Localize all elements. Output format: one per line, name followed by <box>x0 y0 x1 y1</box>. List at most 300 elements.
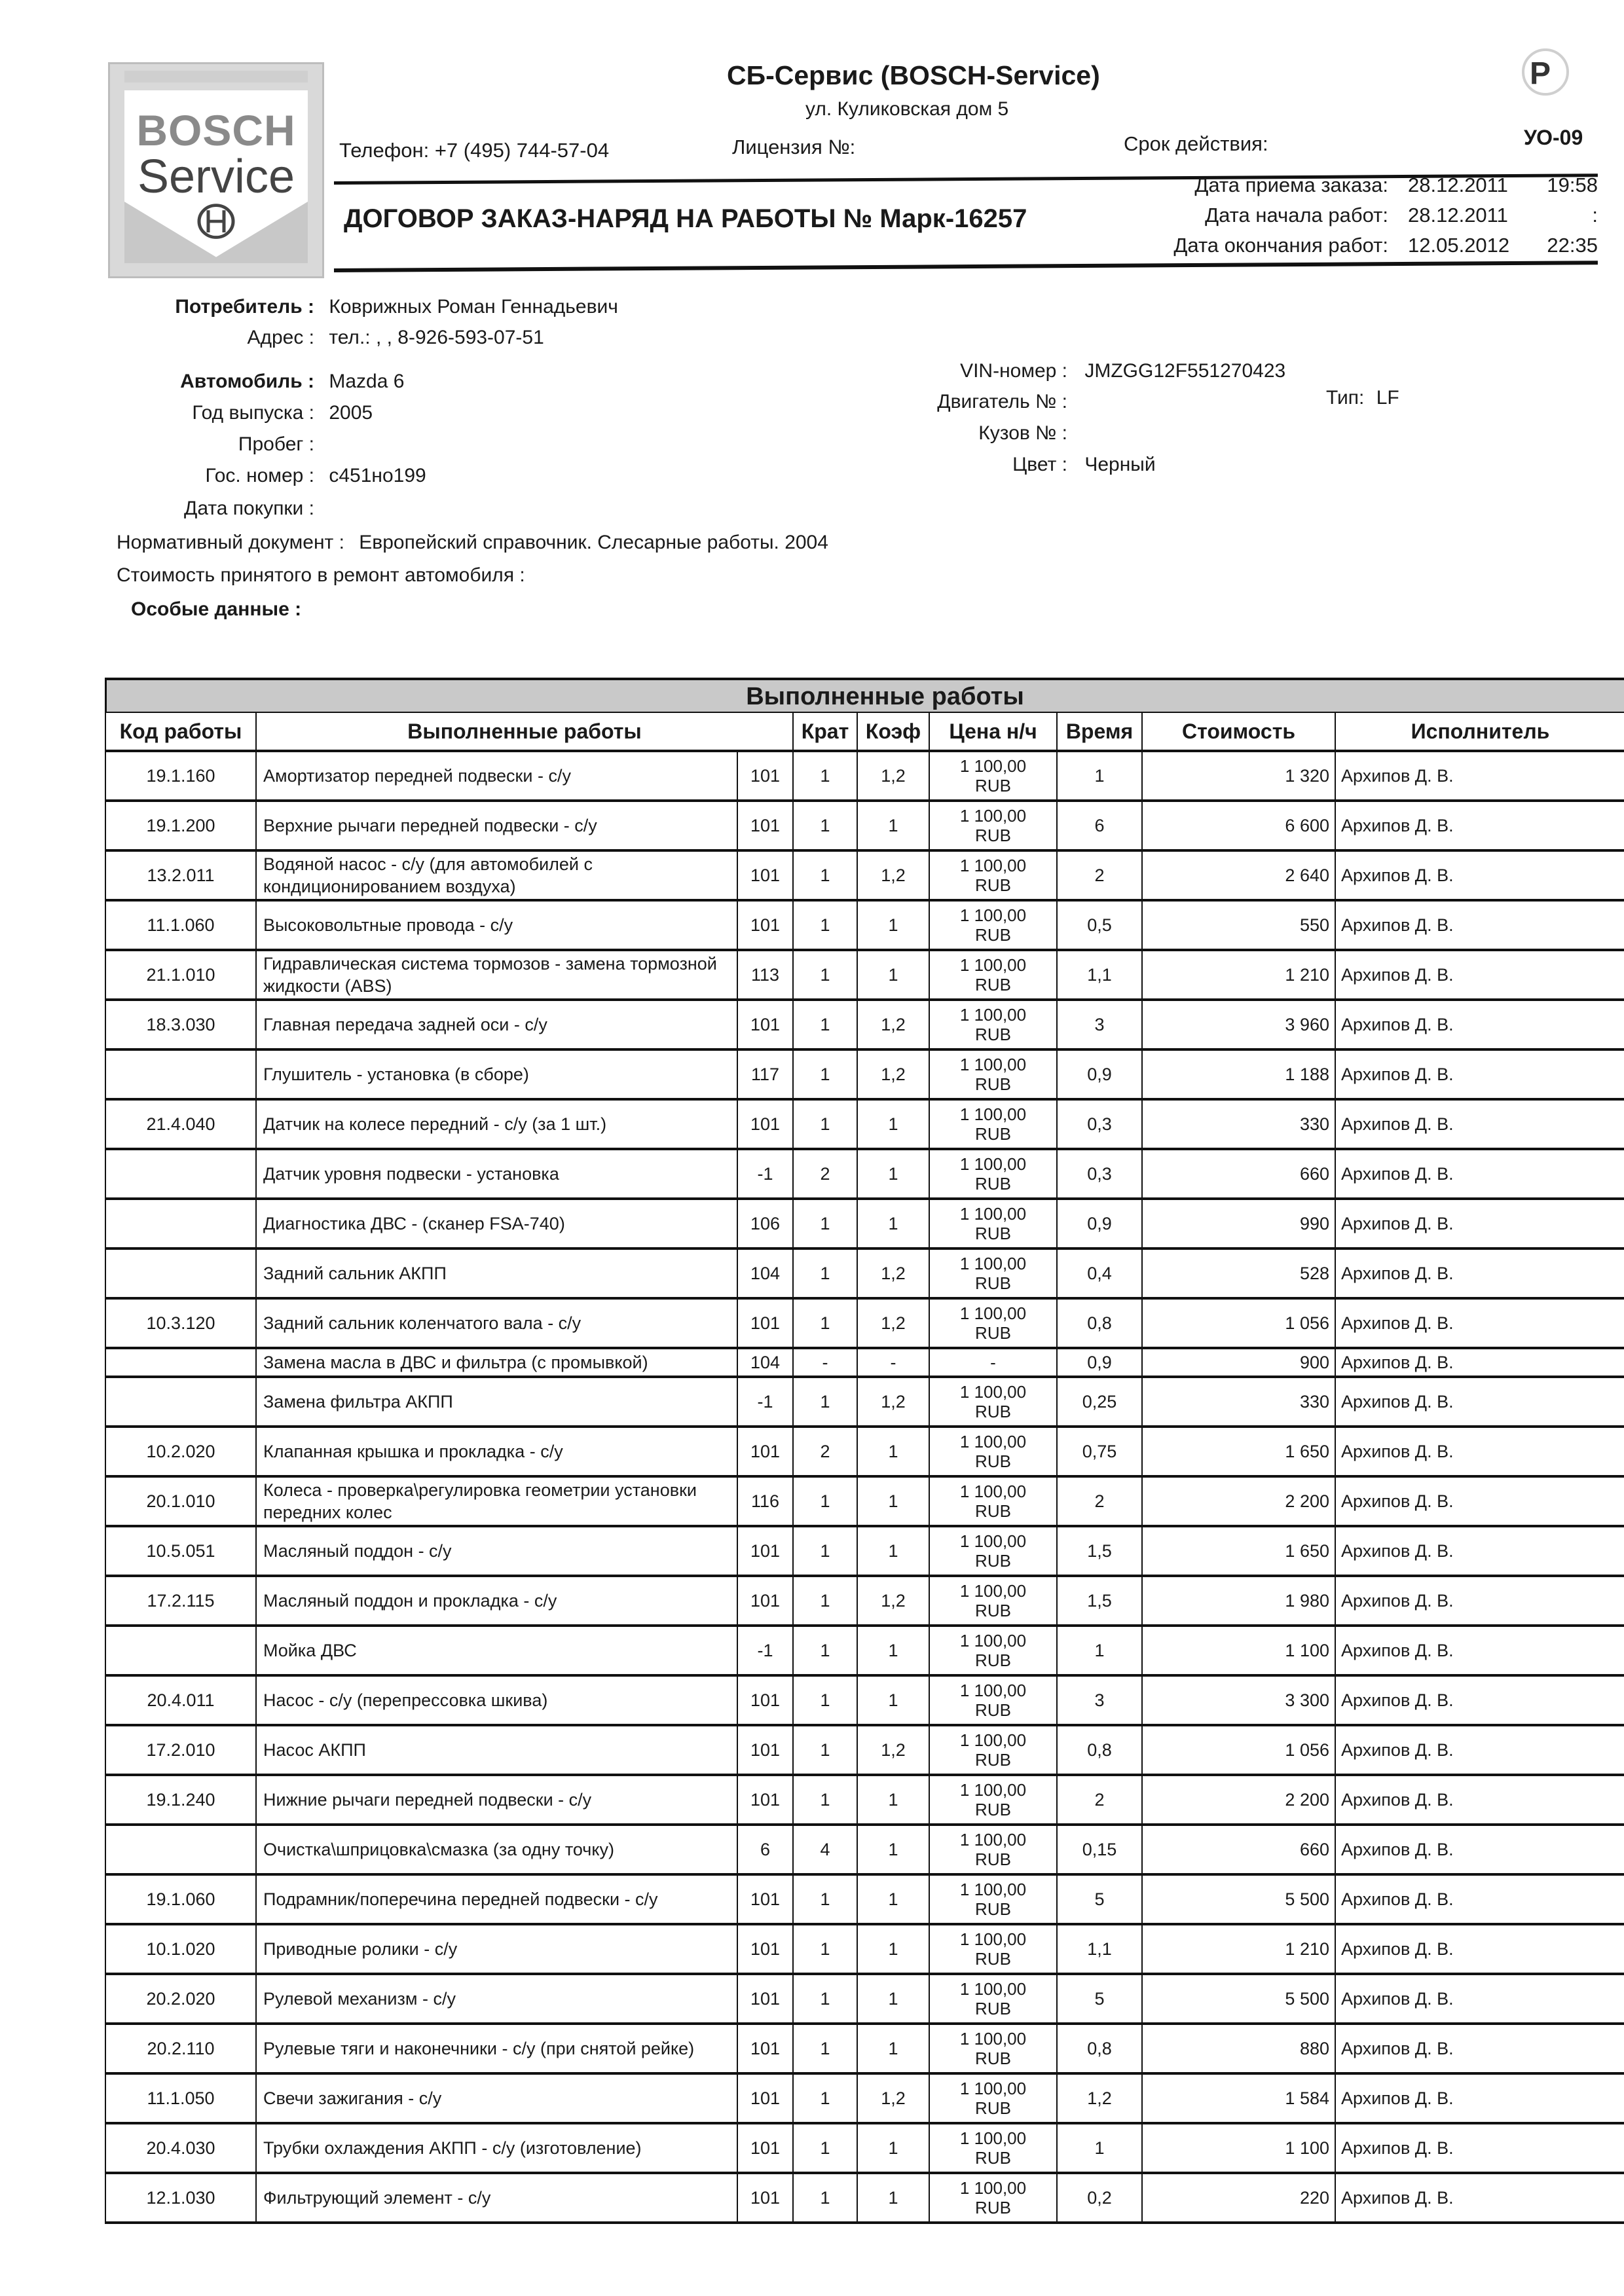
work-price <box>929 1476 1057 1526</box>
work-name: Замена масла в ДВС и фильтра (с промывкой) <box>256 1348 737 1377</box>
price-currency: RUB <box>975 925 1011 945</box>
work-code: 19.1.160 <box>105 751 256 801</box>
time-value: : <box>1592 204 1598 227</box>
work-price <box>929 1675 1057 1725</box>
work-krat: 1 <box>793 1874 857 1924</box>
table-row <box>105 1049 1624 1099</box>
work-name: Приводные ролики - с/у <box>256 1924 737 1974</box>
price-currency: RUB <box>975 1402 1011 1421</box>
vin-label: VIN-номер : <box>960 360 1067 382</box>
work-name: Очистка\шприцовка\смазка (за одну точку) <box>256 1825 737 1874</box>
table-row <box>105 751 1624 801</box>
col-header-executor: Исполнитель <box>1335 712 1624 751</box>
work-executor: Архипов Д. В. <box>1335 1476 1624 1526</box>
work-name: Трубки охлаждения АКПП - с/у (изготовление) <box>256 2123 737 2173</box>
price-currency: RUB <box>975 1224 1011 1243</box>
validity-label: Срок действия: <box>1124 132 1268 155</box>
price-amount: 1 100,00 <box>959 1681 1027 1700</box>
work-group: 101 <box>737 1099 793 1149</box>
work-name: Диагностика ДВС - (сканер FSA-740) <box>256 1199 737 1248</box>
work-cost: 1 584 <box>1142 2073 1335 2123</box>
date-value: 12.05.2012 <box>1408 234 1510 257</box>
work-cost: 6 600 <box>1142 801 1335 850</box>
work-koef: 1 <box>857 1775 929 1825</box>
work-price <box>929 801 1057 850</box>
work-price <box>929 2073 1057 2123</box>
work-time: 0,25 <box>1057 1377 1142 1427</box>
work-koef: 1 <box>857 1526 929 1576</box>
work-koef: 1 <box>857 950 929 1000</box>
work-code: 13.2.011 <box>105 850 256 900</box>
work-code: 10.3.120 <box>105 1298 256 1348</box>
table-row <box>105 1576 1624 1626</box>
price-currency: RUB <box>975 1273 1011 1293</box>
work-executor: Архипов Д. В. <box>1335 2173 1624 2223</box>
work-price <box>929 2123 1057 2173</box>
work-name: Верхние рычаги передней подвески - с/у <box>256 801 737 850</box>
work-group: 116 <box>737 1476 793 1526</box>
work-code: 21.4.040 <box>105 1099 256 1149</box>
work-time: 0,3 <box>1057 1099 1142 1149</box>
type-label: Тип: <box>1326 387 1365 409</box>
work-name: Задний сальник коленчатого вала - с/у <box>256 1298 737 1348</box>
col-header-krat: Крат <box>793 712 857 751</box>
work-code: 20.4.030 <box>105 2123 256 2173</box>
work-koef: 1 <box>857 1974 929 2024</box>
work-code <box>105 1825 256 1874</box>
cert-mark-letter: Р <box>1530 56 1551 91</box>
table-row <box>105 1427 1624 1476</box>
table-row <box>105 2024 1624 2073</box>
work-group: 101 <box>737 1874 793 1924</box>
table-row <box>105 1000 1624 1049</box>
work-koef: 1,2 <box>857 1248 929 1298</box>
table-row <box>105 1626 1624 1675</box>
work-krat: 1 <box>793 1626 857 1675</box>
engine-label: Двигатель № : <box>937 391 1067 412</box>
work-cost: 1 650 <box>1142 1526 1335 1576</box>
price-amount: - <box>990 1353 996 1372</box>
work-time: 0,5 <box>1057 900 1142 950</box>
work-name: Высоковольтные провода - с/у <box>256 900 737 950</box>
work-code: 10.1.020 <box>105 1924 256 1974</box>
work-code: 19.1.240 <box>105 1775 256 1825</box>
bosch-armature-icon <box>124 202 308 263</box>
type-row <box>1326 387 1399 409</box>
work-code: 18.3.030 <box>105 1000 256 1049</box>
table-row <box>105 950 1624 1000</box>
table-row <box>105 801 1624 850</box>
work-krat: 1 <box>793 1099 857 1149</box>
price-amount: 1 100,00 <box>959 856 1027 875</box>
table-row <box>105 1149 1624 1199</box>
table-row <box>105 850 1624 900</box>
work-executor: Архипов Д. В. <box>1335 850 1624 900</box>
date-row-received <box>1080 170 1598 200</box>
work-krat: 1 <box>793 751 857 801</box>
work-cost: 550 <box>1142 900 1335 950</box>
address-value: тел.: , , 8-926-593-07-51 <box>329 327 544 348</box>
work-code <box>105 1348 256 1377</box>
work-time: 0,9 <box>1057 1049 1142 1099</box>
work-code <box>105 1626 256 1675</box>
table-header-row <box>105 712 1624 751</box>
work-koef: 1 <box>857 1675 929 1725</box>
work-krat: 1 <box>793 850 857 900</box>
price-amount: 1 100,00 <box>959 1154 1027 1174</box>
vin-value: JMZGG12F551270423 <box>1084 360 1286 382</box>
work-koef: 1,2 <box>857 1000 929 1049</box>
work-price <box>929 1576 1057 1626</box>
work-cost: 1 210 <box>1142 1924 1335 1974</box>
work-time: 1,1 <box>1057 1924 1142 1974</box>
vin-row <box>871 360 1285 382</box>
work-executor: Архипов Д. В. <box>1335 950 1624 1000</box>
price-amount: 1 100,00 <box>959 2079 1027 2098</box>
work-code: 20.2.110 <box>105 2024 256 2073</box>
logo-bosch-text: BOSCH <box>136 106 296 155</box>
price-currency: RUB <box>975 1174 1011 1194</box>
work-cost: 1 056 <box>1142 1725 1335 1775</box>
norm-value: Европейский справочник. Слесарные работы. 2004 <box>359 532 828 553</box>
work-koef: 1 <box>857 2024 929 2073</box>
work-code: 10.5.051 <box>105 1526 256 1576</box>
work-price <box>929 1348 1057 1377</box>
work-cost: 1 980 <box>1142 1576 1335 1626</box>
address-label: Адрес : <box>247 327 314 348</box>
work-name: Масляный поддон - с/у <box>256 1526 737 1576</box>
work-executor: Архипов Д. В. <box>1335 1000 1624 1049</box>
price-currency: RUB <box>975 1800 1011 1819</box>
norm-row <box>117 532 828 554</box>
work-krat: 1 <box>793 950 857 1000</box>
work-executor: Архипов Д. В. <box>1335 1377 1624 1427</box>
work-krat: 1 <box>793 2073 857 2123</box>
work-name: Глушитель - установка (в сборе) <box>256 1049 737 1099</box>
price-currency: RUB <box>975 826 1011 845</box>
work-time: 6 <box>1057 801 1142 850</box>
table-row <box>105 1825 1624 1874</box>
works-table-section <box>105 678 1624 2224</box>
year-label: Год выпуска : <box>192 402 314 424</box>
work-executor: Архипов Д. В. <box>1335 1974 1624 2024</box>
work-group: 101 <box>737 1427 793 1476</box>
price-amount: 1 100,00 <box>959 1929 1027 1949</box>
work-krat: 1 <box>793 801 857 850</box>
work-group: 113 <box>737 950 793 1000</box>
work-price <box>929 1377 1057 1427</box>
time-value: 19:58 <box>1547 173 1598 196</box>
work-code: 19.1.060 <box>105 1874 256 1924</box>
company-phone: Телефон: +7 (495) 744-57-04 <box>339 139 610 162</box>
work-time: 0,8 <box>1057 2024 1142 2073</box>
price-currency: RUB <box>975 1899 1011 1919</box>
work-name: Масляный поддон и прокладка - с/у <box>256 1576 737 1626</box>
works-table <box>105 712 1624 2224</box>
work-code: 20.2.020 <box>105 1974 256 2024</box>
address-row <box>118 327 544 349</box>
work-price <box>929 1526 1057 1576</box>
consumer-row <box>118 296 618 318</box>
work-group: 101 <box>737 850 793 900</box>
price-currency: RUB <box>975 1601 1011 1620</box>
work-name: Мойка ДВС <box>256 1626 737 1675</box>
work-time: 3 <box>1057 1675 1142 1725</box>
date-row-start <box>1080 200 1598 230</box>
table-row <box>105 2123 1624 2173</box>
work-code: 11.1.060 <box>105 900 256 950</box>
work-cost: 900 <box>1142 1348 1335 1377</box>
work-name: Свечи зажигания - с/у <box>256 2073 737 2123</box>
work-group: 101 <box>737 1576 793 1626</box>
work-koef: 1,2 <box>857 1725 929 1775</box>
work-code: 17.2.010 <box>105 1725 256 1775</box>
work-koef: 1 <box>857 2123 929 2173</box>
price-currency: RUB <box>975 1501 1011 1521</box>
table-row <box>105 900 1624 950</box>
price-amount: 1 100,00 <box>959 1830 1027 1850</box>
work-group: 101 <box>737 1000 793 1049</box>
work-cost: 330 <box>1142 1099 1335 1149</box>
consumer-label: Потребитель : <box>175 296 314 318</box>
work-price <box>929 1775 1057 1825</box>
price-currency: RUB <box>975 2198 1011 2217</box>
work-price <box>929 1626 1057 1675</box>
price-amount: 1 100,00 <box>959 1104 1027 1124</box>
work-krat: 1 <box>793 1974 857 2024</box>
price-currency: RUB <box>975 1750 1011 1770</box>
work-koef: 1,2 <box>857 751 929 801</box>
date-label: Дата приема заказа: <box>1194 173 1388 196</box>
work-group: 101 <box>737 1675 793 1725</box>
price-amount: 1 100,00 <box>959 1979 1027 1999</box>
special-row <box>131 598 301 621</box>
work-time: 1 <box>1057 1626 1142 1675</box>
work-executor: Архипов Д. В. <box>1335 2073 1624 2123</box>
work-koef: 1,2 <box>857 1377 929 1427</box>
document-title: ДОГОВОР ЗАКАЗ-НАРЯД НА РАБОТЫ № Марк-16257 <box>344 204 1027 233</box>
work-name: Насос - с/у (перепрессовка шкива) <box>256 1675 737 1725</box>
table-row <box>105 1974 1624 2024</box>
table-row <box>105 1298 1624 1348</box>
special-label: Особые данные : <box>131 598 302 620</box>
work-time: 0,75 <box>1057 1427 1142 1476</box>
car-value: Mazda 6 <box>329 371 405 392</box>
car-row <box>118 371 404 393</box>
work-group: 101 <box>737 2123 793 2173</box>
work-cost: 5 500 <box>1142 1974 1335 2024</box>
price-currency: RUB <box>975 1650 1011 1670</box>
work-cost: 220 <box>1142 2173 1335 2223</box>
work-krat: 1 <box>793 1248 857 1298</box>
work-code <box>105 1049 256 1099</box>
work-time: 5 <box>1057 1874 1142 1924</box>
table-row <box>105 1924 1624 1974</box>
work-group: 117 <box>737 1049 793 1099</box>
year-value: 2005 <box>329 402 373 424</box>
work-code <box>105 1377 256 1427</box>
work-koef: 1,2 <box>857 2073 929 2123</box>
work-krat: 1 <box>793 900 857 950</box>
work-code: 21.1.010 <box>105 950 256 1000</box>
color-row <box>871 454 1156 476</box>
type-value: LF <box>1376 387 1399 409</box>
work-executor: Архипов Д. В. <box>1335 1924 1624 1974</box>
col-header-work: Выполненные работы <box>256 712 793 751</box>
work-group: 101 <box>737 2173 793 2223</box>
work-koef: 1 <box>857 900 929 950</box>
work-time: 0,9 <box>1057 1348 1142 1377</box>
table-row <box>105 1248 1624 1298</box>
price-currency: RUB <box>975 1850 1011 1869</box>
price-amount: 1 100,00 <box>959 1055 1027 1074</box>
table-row <box>105 2173 1624 2223</box>
work-executor: Архипов Д. В. <box>1335 2123 1624 2173</box>
work-executor: Архипов Д. В. <box>1335 1248 1624 1298</box>
year-row <box>118 402 373 424</box>
work-krat: - <box>793 1348 857 1377</box>
price-amount: 1 100,00 <box>959 2178 1027 2198</box>
work-name: Насос АКПП <box>256 1725 737 1775</box>
date-row-end <box>1080 230 1598 261</box>
work-krat: 1 <box>793 2123 857 2173</box>
col-header-koef: Коэф <box>857 712 929 751</box>
date-value: 28.12.2011 <box>1408 173 1508 196</box>
work-price <box>929 1199 1057 1248</box>
color-value: Черный <box>1084 454 1156 475</box>
work-koef: - <box>857 1348 929 1377</box>
bosch-service-logo <box>108 62 324 278</box>
work-price <box>929 2173 1057 2223</box>
table-row <box>105 1099 1624 1149</box>
work-name: Фильтрующий элемент - с/у <box>256 2173 737 2223</box>
purchase-row <box>118 498 323 520</box>
work-group: 101 <box>737 1526 793 1576</box>
price-amount: 1 100,00 <box>959 1730 1027 1750</box>
certification-mark-icon <box>1518 46 1570 98</box>
work-name: Колеса - проверка\регулировка геометрии установки передних колес <box>256 1476 737 1526</box>
body-label: Кузов № : <box>978 422 1067 444</box>
price-amount: 1 100,00 <box>959 955 1027 975</box>
work-group: 101 <box>737 1924 793 1974</box>
work-koef: 1 <box>857 1099 929 1149</box>
price-currency: RUB <box>975 1451 1011 1471</box>
work-time: 1,5 <box>1057 1576 1142 1626</box>
work-krat: 1 <box>793 1576 857 1626</box>
price-amount: 1 100,00 <box>959 1432 1027 1451</box>
form-code: УО-09 <box>1524 126 1583 149</box>
work-price <box>929 1000 1057 1049</box>
work-time: 1,2 <box>1057 2073 1142 2123</box>
col-header-time: Время <box>1057 712 1142 751</box>
work-name: Задний сальник АКПП <box>256 1248 737 1298</box>
work-cost: 2 640 <box>1142 850 1335 900</box>
work-price <box>929 1924 1057 1974</box>
work-time: 1,5 <box>1057 1526 1142 1576</box>
work-executor: Архипов Д. В. <box>1335 1825 1624 1874</box>
table-row <box>105 1199 1624 1248</box>
price-amount: 1 100,00 <box>959 905 1027 925</box>
work-cost: 1 100 <box>1142 2123 1335 2173</box>
works-table-title: Выполненные работы <box>105 678 1624 712</box>
work-name: Датчик на колесе передний - с/у (за 1 шт.) <box>256 1099 737 1149</box>
table-row <box>105 1725 1624 1775</box>
work-koef: 1 <box>857 801 929 850</box>
price-amount: 1 100,00 <box>959 756 1027 776</box>
work-code <box>105 1199 256 1248</box>
work-group: 106 <box>737 1199 793 1248</box>
price-currency: RUB <box>975 1074 1011 1094</box>
work-cost: 528 <box>1142 1248 1335 1298</box>
order-dates <box>1080 170 1598 261</box>
work-code: 17.2.115 <box>105 1576 256 1626</box>
work-time: 0,4 <box>1057 1248 1142 1298</box>
work-koef: 1,2 <box>857 1298 929 1348</box>
table-row <box>105 1775 1624 1825</box>
work-group: 101 <box>737 1775 793 1825</box>
price-currency: RUB <box>975 1124 1011 1144</box>
work-group: 101 <box>737 751 793 801</box>
work-cost: 1 320 <box>1142 751 1335 801</box>
work-code <box>105 1248 256 1298</box>
engine-row <box>871 391 1079 413</box>
work-executor: Архипов Д. В. <box>1335 1775 1624 1825</box>
work-krat: 4 <box>793 1825 857 1874</box>
work-time: 0,9 <box>1057 1199 1142 1248</box>
work-price <box>929 751 1057 801</box>
work-name: Рулевой механизм - с/у <box>256 1974 737 2024</box>
work-time: 0,3 <box>1057 1149 1142 1199</box>
work-cost: 880 <box>1142 2024 1335 2073</box>
consumer-value: Коврижных Роман Геннадьевич <box>329 296 618 318</box>
price-currency: RUB <box>975 1949 1011 1969</box>
work-cost: 1 210 <box>1142 950 1335 1000</box>
license-label: Лицензия №: <box>732 136 856 158</box>
body-row <box>871 422 1079 445</box>
work-cost: 1 056 <box>1142 1298 1335 1348</box>
date-label: Дата окончания работ: <box>1173 234 1388 257</box>
plate-row <box>118 465 426 487</box>
work-name: Нижние рычаги передней подвески - с/у <box>256 1775 737 1825</box>
price-currency: RUB <box>975 1700 1011 1720</box>
logo-top-bar <box>124 71 308 82</box>
work-executor: Архипов Д. В. <box>1335 751 1624 801</box>
mileage-label: Пробег : <box>238 433 314 455</box>
table-row <box>105 1377 1624 1427</box>
work-name: Амортизатор передней подвески - с/у <box>256 751 737 801</box>
price-currency: RUB <box>975 2098 1011 2118</box>
work-group: 101 <box>737 2024 793 2073</box>
price-amount: 1 100,00 <box>959 1631 1027 1650</box>
col-header-code: Код работы <box>105 712 256 751</box>
work-koef: 1 <box>857 1924 929 1974</box>
work-krat: 1 <box>793 2173 857 2223</box>
work-krat: 1 <box>793 1675 857 1725</box>
price-amount: 1 100,00 <box>959 2128 1027 2148</box>
work-cost: 990 <box>1142 1199 1335 1248</box>
work-price <box>929 1427 1057 1476</box>
price-amount: 1 100,00 <box>959 1382 1027 1402</box>
work-time: 5 <box>1057 1974 1142 2024</box>
work-group: 101 <box>737 1974 793 2024</box>
work-group: 101 <box>737 900 793 950</box>
work-krat: 1 <box>793 1924 857 1974</box>
work-koef: 1,2 <box>857 1576 929 1626</box>
work-krat: 1 <box>793 1199 857 1248</box>
work-price <box>929 2024 1057 2073</box>
work-executor: Архипов Д. В. <box>1335 1348 1624 1377</box>
work-time: 3 <box>1057 1000 1142 1049</box>
